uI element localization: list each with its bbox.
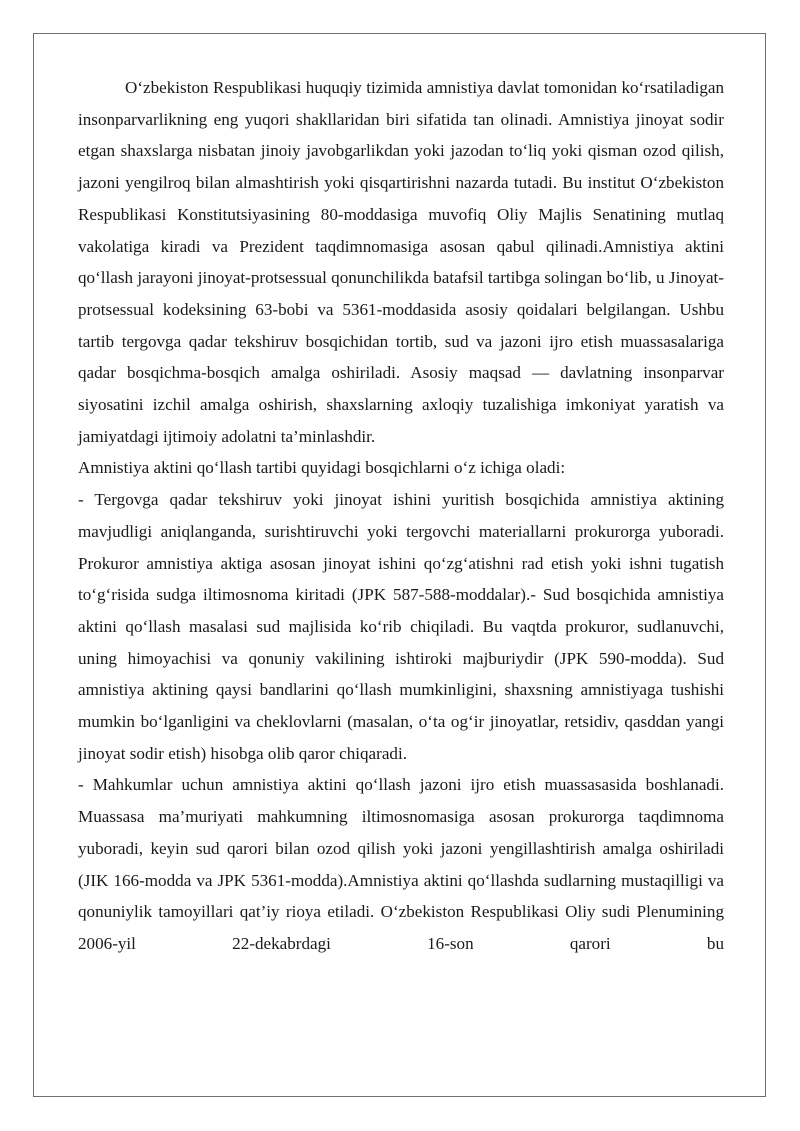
paragraph-convicts-stage: - Mahkumlar uchun amnistiya aktini qo‘llash jazoni ijro etish muassasasida boshlanadi. Muassasa ma’muriyati mahkumning iltimosnomasiga asosan prokurorga taqdimnoma yuboradi, keyin sud qarori bilan ozod qilish yoki jazoni yengillashtirish amalga oshiriladi (JIK 166-modda va JPK 5361-modda).Amnistiya aktini qo‘llashda sudlarning mustaqilligi va qonuniylik tamoyillari qat’iy rioya etiladi. O‘zbekiston Respublikasi Oliy sudi Plenumining 2006-yil 22-dekabrdagi 16-son qarori bu <box>78 775 724 953</box>
paragraph-investigation-stage: - Tergovga qadar tekshiruv yoki jinoyat ishini yuritish bosqichida amnistiya aktining mavjudligi aniqlanganda, surishtiruvchi yoki tergovchi materiallarni prokurorga yuboradi. Prokuror amnistiya aktiga asosan jinoyat ishini qo‘zg‘atishni rad etish yoki ishni tugatish to‘g‘risida sudga iltimosnoma kiritadi (JPK 587-588-moddalar).- Sud bosqichida amnistiya aktini qo‘llash masalasi sud majlisida ko‘rib chiqiladi. Bu vaqtda prokuror, sudlanuvchi, uning himoyachisi va qonuniy vakilining ishtiroki majburiydir (JPK 590-modda). Sud amnistiya aktining qaysi bandlarini qo‘llash mumkinligini, shaxsning amnistiyaga tushishi mumkin bo‘lganligini va cheklovlarni (masalan, o‘ta og‘ir jinoyatlar, retsidiv, qasddan yangi jinoyat sodir etish) hisobga olib qaror chiqaradi. <box>78 490 724 763</box>
paragraph-intro: O‘zbekiston Respublikasi huquqiy tizimida amnistiya davlat tomonidan ko‘rsatiladigan insonparvarlikning eng yuqori shakllaridan biri sifatida tan olinadi. Amnistiya jinoyat sodir etgan shaxslarga nisbatan jinoiy javobgarlikdan yoki jazodan to‘liq yoki qisman ozod qilish, jazoni yengilroq bilan almashtirish yoki qisqartirishni nazarda tutadi. Bu institut O‘zbekiston Respublikasi Konstitutsiyasining 80-moddasiga muvofiq Oliy Majlis Senatining mutlaq vakolatiga kiradi va Prezident taqdimnomasiga asosan qabul qilinadi.Amnistiya aktini qo‘llash jarayoni jinoyat-protsessual qonunchilikda batafsil tartibga solingan bo‘lib, u Jinoyat-protsessual kodeksining 63-bobi va 5361-moddasida asosiy qoidalari belgilangan. Ushbu tartib tergovga qadar tekshiruv bosqichidan tortib, sud va jazoni ijro etish muassasalariga qadar bosqichma-bosqich amalga oshiriladi. Asosiy maqsad — davlatning insonparvar siyosatini izchil amalga oshirish, shaxslarning axloqiy tuzalishiga imkoniyat yaratish va jamiyatdagi ijtimoiy adolatni ta’minlashdir. <box>78 78 724 446</box>
paragraph-list-heading: Amnistiya aktini qo‘llash tartibi quyidagi bosqichlarni o‘z ichiga oladi: <box>78 458 566 478</box>
document-body <box>78 72 724 960</box>
